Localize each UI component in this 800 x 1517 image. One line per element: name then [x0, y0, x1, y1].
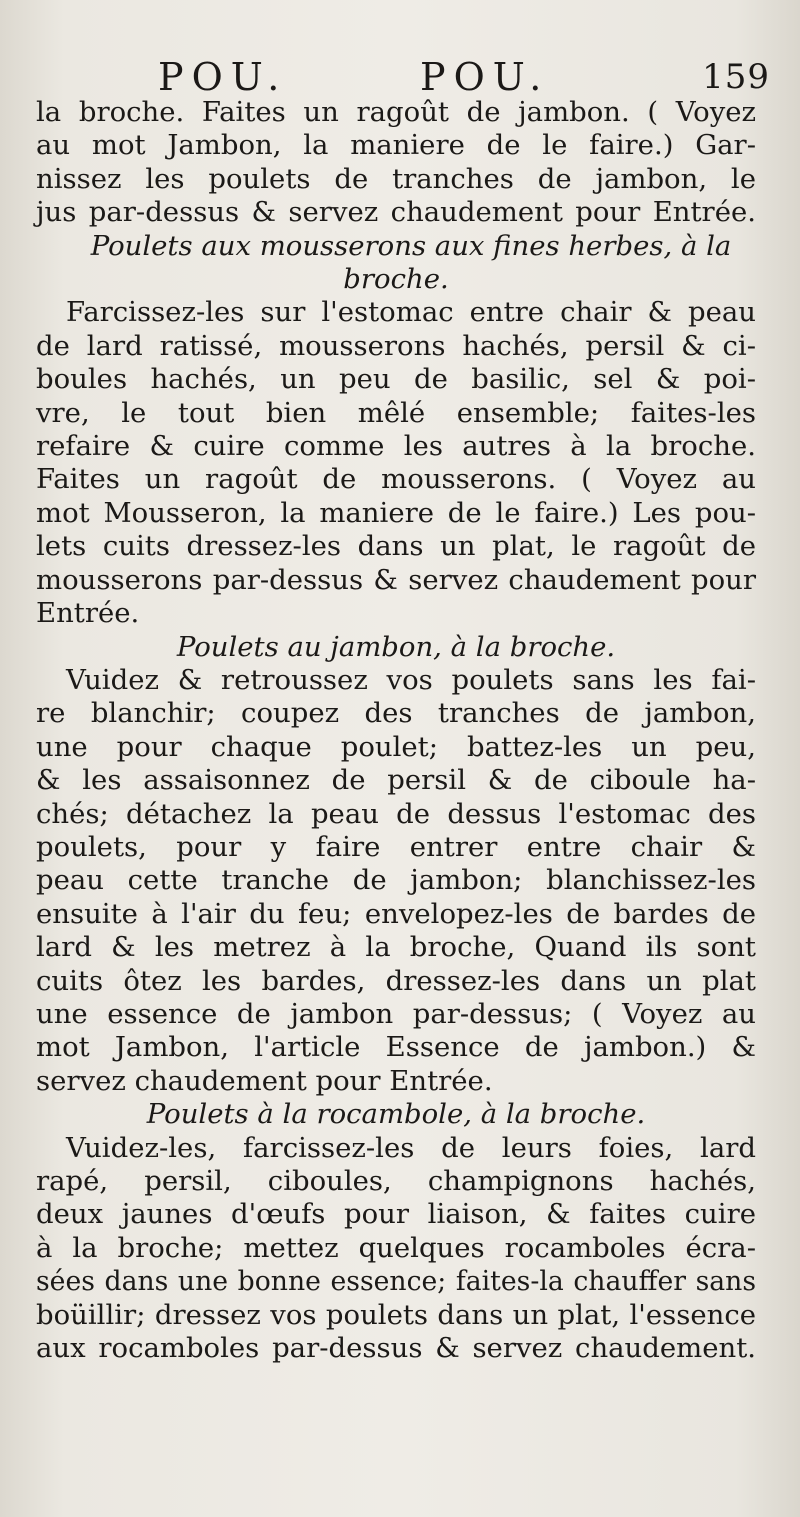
text-line: Vuidez-les, farcissez-les de leurs foies, lard — [66, 1131, 756, 1164]
text-line: re blanchir; coupez des tranches de jambon, — [36, 697, 756, 730]
text-line: la broche. Faites un ragoût de jambon. ( Voyez — [36, 96, 756, 128]
text-line: boüillir; dressez vos poulets dans un plat, l'essence — [36, 1298, 756, 1331]
text-line: Farcissez-les sur l'estomac entre chair & peau — [66, 296, 756, 329]
recipe-heading: broche. — [343, 263, 449, 296]
text-line: refaire & cuire comme les autres à la broche. — [36, 430, 756, 463]
text-line: deux jaunes d'œufs pour liaison, & faites cuire — [36, 1198, 756, 1231]
text-line: & les assaisonnez de persil & de ciboule ha- — [36, 764, 756, 797]
text-line: aux rocamboles par-dessus & servez chaudement. — [36, 1332, 756, 1365]
recipe-heading: Poulets à la rocambole, à la broche. — [146, 1098, 646, 1131]
text-line: nissez les poulets de tranches de jambon, le — [36, 162, 756, 195]
text-line: au mot Jambon, la maniere de le faire.) Gar- — [36, 129, 756, 162]
text-line: cuits ôtez les bardes, dressez-les dans un plat — [36, 964, 756, 997]
text-line: vre, le tout bien mêlé ensemble; faites-les — [36, 396, 756, 429]
text-line: à la broche; mettez quelques rocamboles écra- — [36, 1231, 756, 1264]
text-line: poulets, pour y faire entrer entre chair & — [36, 830, 756, 863]
text-line: lets cuits dressez-les dans un plat, le ragoût de — [36, 530, 756, 563]
body-text — [36, 96, 756, 1365]
text-line: mot Jambon, l'article Essence de jambon.) & — [36, 1031, 756, 1064]
text-line: Faites un ragoût de mousserons. ( Voyez au — [36, 463, 756, 496]
header-center: POU. — [420, 55, 550, 99]
recipe-heading: Poulets au jambon, à la broche. — [176, 630, 616, 663]
text-line: de lard ratissé, mousserons hachés, persil & ci- — [36, 329, 756, 362]
text-line: une pour chaque poulet; battez-les un peu, — [36, 730, 756, 763]
text-line: une essence de jambon par-dessus; ( Voyez au — [36, 997, 756, 1030]
text-line: boules hachés, un peu de basilic, sel & poi- — [36, 363, 756, 396]
text-line: chés; détachez la peau de dessus l'estomac des — [36, 797, 756, 830]
text-line: sées dans une bonne essence; faites-la chauffer sans — [36, 1266, 756, 1298]
text-line: peau cette tranche de jambon; blanchissez-les — [36, 864, 756, 897]
text-line: servez chaudement pour Entrée. — [36, 1064, 493, 1097]
text-line: lard & les metrez à la broche, Quand ils sont — [36, 931, 756, 964]
header-left: POU. — [158, 55, 288, 99]
text-line: ensuite à l'air du feu; envelopez-les de bardes de — [36, 897, 756, 930]
text-line: mousserons par-dessus & servez chaudement pour — [36, 563, 756, 596]
text-line: rapé, persil, ciboules, champignons hachés, — [36, 1165, 756, 1197]
text-line: mot Mousseron, la maniere de le faire.) Les pou- — [36, 496, 756, 529]
recipe-heading: Poulets aux mousserons aux fines herbes, à la — [90, 229, 732, 262]
page-number: 159 — [702, 57, 770, 97]
text-line: Entrée. — [36, 597, 140, 630]
text-line: jus par-dessus & servez chaudement pour Entrée. — [36, 196, 756, 229]
text-line: Vuidez & retroussez vos poulets sans les fai- — [66, 663, 756, 696]
